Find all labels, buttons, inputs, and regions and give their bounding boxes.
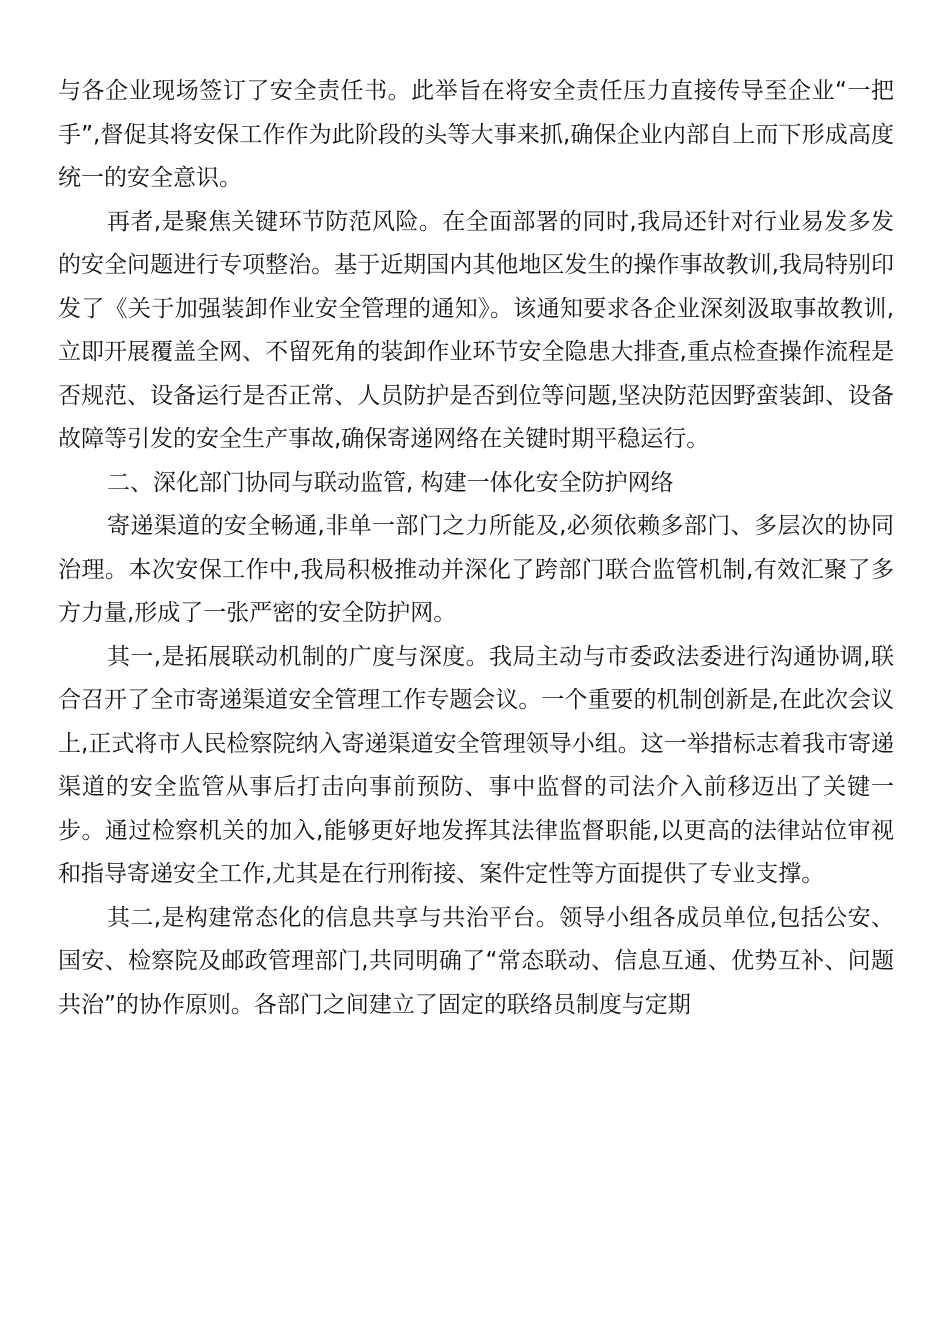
paragraph-coordinated-governance: 寄递渠道的安全畅通,非单一部门之力所能及,必须依赖多部门、多层次的协同治理。本次安保工作中,我局积极推动并深化了跨部门联合监管机制,有效汇聚了多方力量,形成了一张严密的安全防护网。 [58, 513, 894, 626]
paragraph-continuation: 与各企业现场签订了安全责任书。此举旨在将安全责任压力直接传导至企业“一把手”,督促其将安保工作作为此阶段的头等大事来抓,确保企业内部自上而下形成高度统一的安全意识。 [58, 78, 894, 191]
section-heading-2: 二、深化部门协同与联动监管, 构建一体化安全防护网络 [107, 469, 674, 496]
paragraph-info-sharing-platform: 其二,是构建常态化的信息共享与共治平台。领导小组各成员单位,包括公安、国安、检察院及邮政管理部门,共同明确了“常态联动、信息互通、优势互补、问题共治”的协作原则。各部门之间建立了固定的联络员制度与定期 [58, 904, 894, 1018]
document-page [58, 70, 894, 1027]
paragraph-linkage-mechanism: 其一,是拓展联动机制的广度与深度。我局主动与市委政法委进行沟通协调,联合召开了全市寄递渠道安全管理工作专题会议。一个重要的机制创新是,在此次会议上,正式将市人民检察院纳入寄递渠道安全管理领导小组。这一举措标志着我市寄递渠道的安全监管从事后打击向事前预防、事中监督的司法介入前移迈出了关键一步。通过检察机关的加入,能够更好地发挥其法律监督职能,以更高的法律站位审视和指导寄递安全工作,尤其是在行刑衔接、案件定性等方面提供了专业支撑。 [58, 643, 894, 887]
paragraph-key-risk-prevention: 再者,是聚焦关键环节防范风险。在全面部署的同时,我局还针对行业易发多发的安全问题进行专项整治。基于近期国内其他地区发生的操作事故教训,我局特别印发了《关于加强装卸作业安全管理的通知》。该通知要求各企业深刻汲取事故教训,立即开展覆盖全网、不留死角的装卸作业环节安全隐患大排查,重点检查操作流程是否规范、设备运行是否正常、人员防护是否到位等问题,坚决防范因野蛮装卸、设备故障等引发的安全生产事故,确保寄递网络在关键时期平稳运行。 [58, 208, 894, 452]
